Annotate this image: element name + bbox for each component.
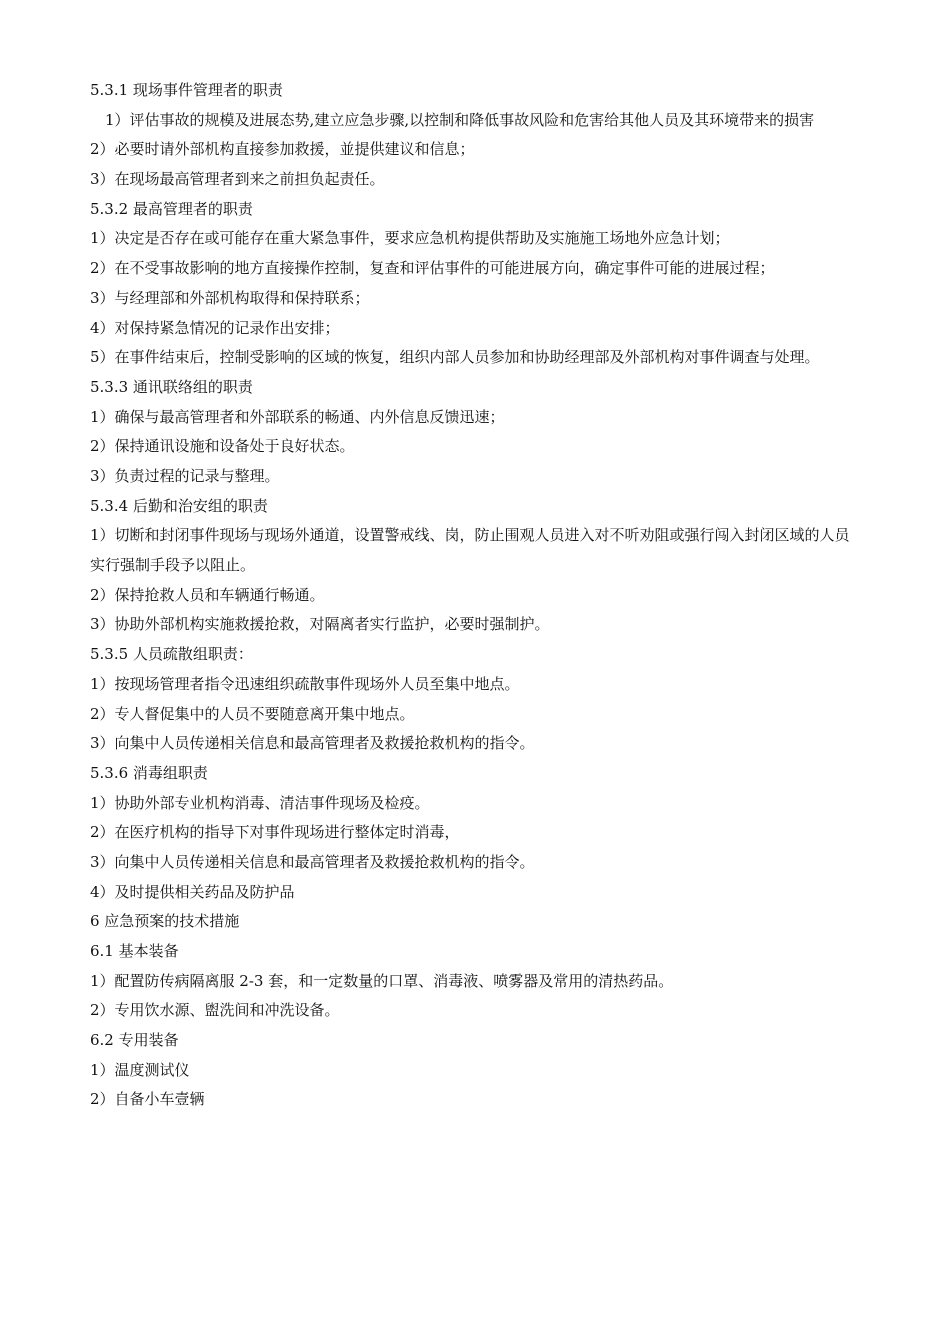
list-item: 1）评估事故的规模及进展态势,建立应急步骤,以控制和降低事故风险和危害给其他人员及其环境带来的损害	[105, 110, 815, 129]
list-item: 3）协助外部机构实施救援抢救，对隔离者实行监护，必要时强制护。	[90, 615, 550, 634]
list-item: 2）专用饮水源、盥洗间和冲洗设备。	[90, 1001, 340, 1020]
section-heading: 5.3.1 现场事件管理者的职责	[90, 81, 283, 99]
list-item: 1）温度测试仪	[90, 1060, 190, 1079]
list-item: 2）保持抢救人员和车辆通行畅通。	[90, 585, 325, 604]
section-heading: 5.3.6 消毒组职责	[90, 763, 208, 782]
list-item: 3）向集中人员传递相关信息和最高管理者及救援抢救机构的指令。	[90, 734, 535, 753]
list-item: 5）在事件结束后，控制受影响的区域的恢复，组织内部人员参加和协助经理部及外部机构对事件调查与处理。	[90, 348, 820, 367]
list-item: 2）在不受事故影响的地方直接操作控制，复查和评估事件的可能进展方向，确定事件可能的进展过程；	[90, 259, 775, 278]
list-item: 3）负责过程的记录与整理。	[90, 466, 280, 485]
section-heading: 5.3.5 人员疏散组职责：	[90, 645, 253, 664]
list-item: 1）按现场管理者指令迅速组织疏散事件现场外人员至集中地点。	[90, 674, 520, 693]
list-item: 3）与经理部和外部机构取得和保持联系；	[90, 288, 370, 307]
list-item: 2）在医疗机构的指导下对事件现场进行整体定时消毒，	[90, 823, 460, 842]
list-item: 3）向集中人员传递相关信息和最高管理者及救援抢救机构的指令。	[90, 852, 535, 871]
list-item: 1）切断和封闭事件现场与现场外通道，设置警戒线、岗，防止围观人员进入对不听劝阻或强行闯入封闭区域的人员实行强制手段予以阻止。	[90, 526, 850, 575]
section-heading: 5.3.2 最高管理者的职责	[90, 199, 253, 218]
section-heading: 5.3.3 通讯联络组的职责	[90, 377, 253, 396]
document-body	[90, 76, 862, 1115]
list-item: 1）协助外部专业机构消毒、清洁事件现场及检疫。	[90, 793, 430, 812]
list-item: 1）配置防传病隔离服 2-3 套，和一定数量的口罩、消毒液、喷雾器及常用的清热药品。	[90, 971, 674, 990]
list-item: 1）确保与最高管理者和外部联系的畅通、内外信息反馈迅速；	[90, 407, 505, 426]
list-item: 4）对保持紧急情况的记录作出安排；	[90, 318, 340, 337]
list-item: 2）保持通讯设施和设备处于良好状态。	[90, 437, 355, 456]
list-item: 2）专人督促集中的人员不要随意离开集中地点。	[90, 704, 415, 723]
subsection-heading: 6.1 基本装备	[90, 942, 179, 960]
list-item: 2）自备小车壹辆	[90, 1090, 205, 1109]
list-item: 3）在现场最高管理者到来之前担负起责任。	[90, 170, 385, 189]
section-heading: 5.3.4 后勤和治安组的职责	[90, 496, 268, 515]
list-item: 2）必要时请外部机构直接参加救援，並提供建议和信息；	[90, 140, 475, 159]
section-heading: 6 应急预案的技术措施	[90, 912, 240, 931]
subsection-heading: 6.2 专用装备	[90, 1031, 179, 1050]
list-item: 4）及时提供相关药品及防护品	[90, 882, 295, 901]
list-item: 1）决定是否存在或可能存在重大紧急事件，要求应急机构提供帮助及实施施工场地外应急计划；	[90, 229, 730, 248]
